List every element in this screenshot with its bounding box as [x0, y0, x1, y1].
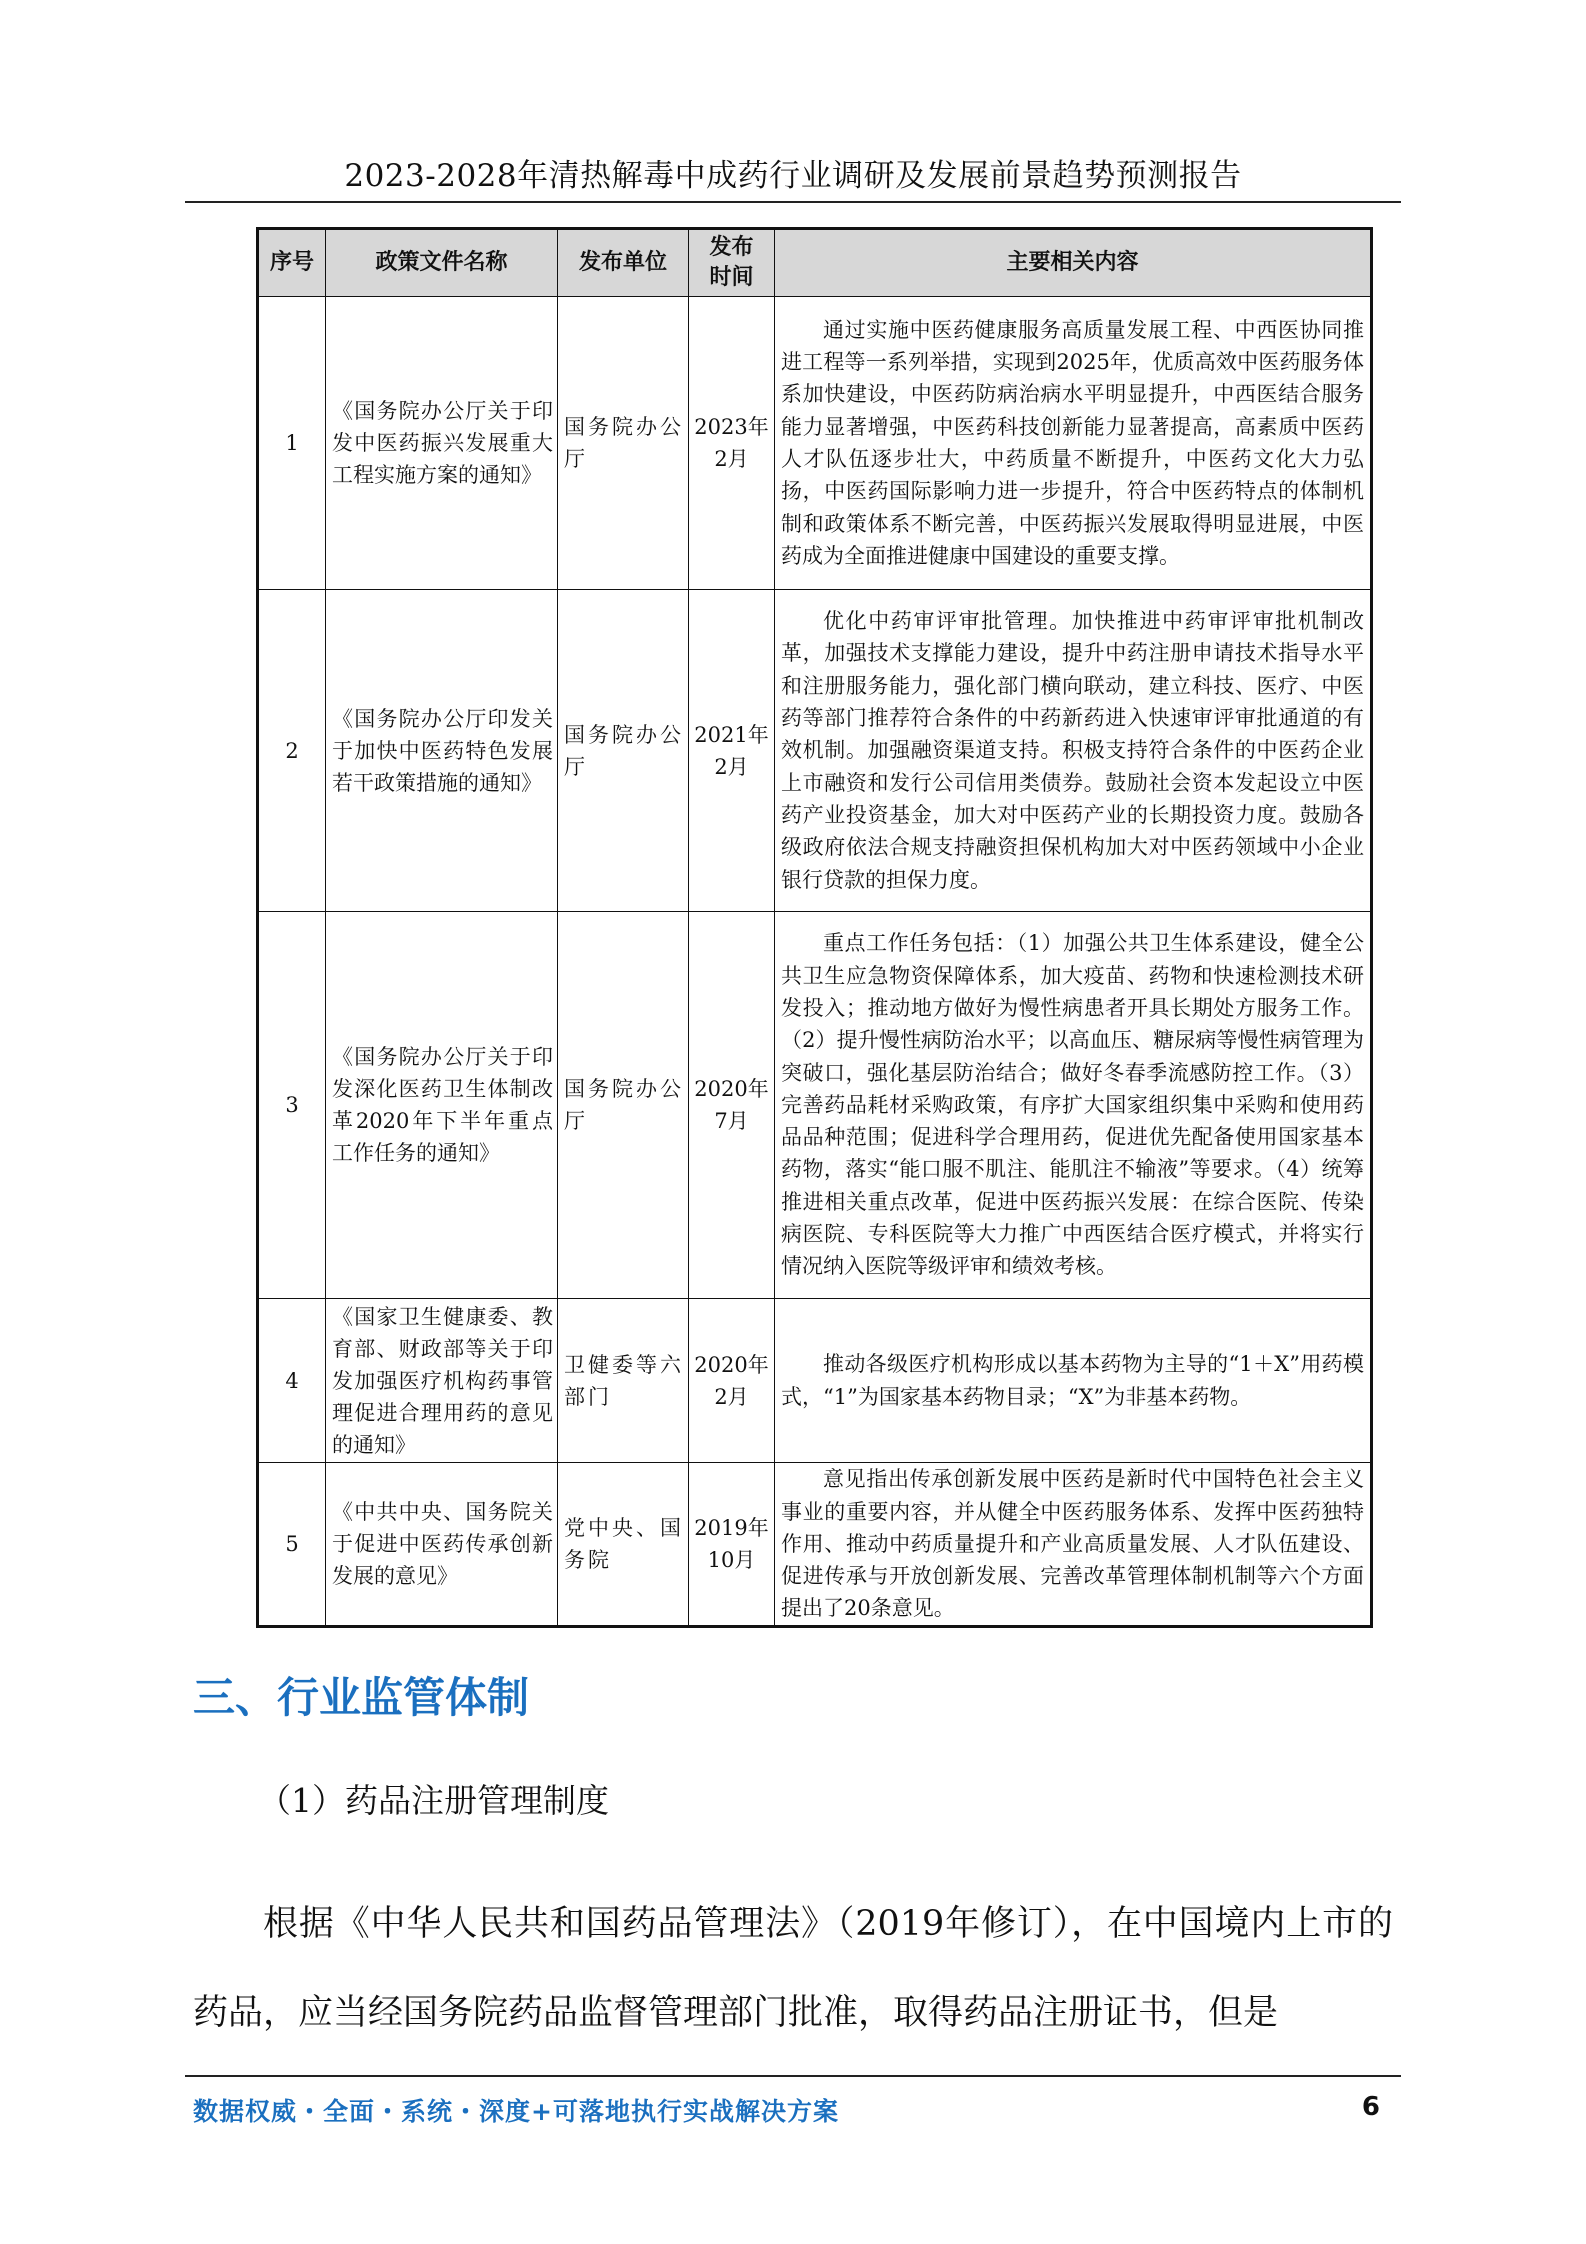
cell-name: 《中共中央、国务院关于促进中医药传承创新发展的意见》 — [326, 1463, 558, 1627]
table-header-row — [258, 229, 1372, 297]
header-rule — [185, 201, 1401, 203]
column-header-content: 主要相关内容 — [775, 229, 1372, 297]
cell-no: 5 — [258, 1463, 326, 1627]
cell-date: 2020年7月 — [689, 912, 775, 1299]
cell-content: 意见指出传承创新发展中医药是新时代中国特色社会主义事业的重要内容，并从健全中医药服务体系、发挥中医药独特作用、推动中药质量提升和产业高质量发展、人才队伍建设、促进传承与开放创新发展、完善改革管理体制机制等六个方面提出了20条意见。 — [775, 1463, 1372, 1627]
table-row — [258, 297, 1372, 590]
table-row — [258, 1463, 1372, 1627]
cell-name: 《国务院办公厅印发关于加快中医药特色发展若干政策措施的通知》 — [326, 590, 558, 912]
column-header-unit: 发布单位 — [558, 229, 689, 297]
cell-no: 2 — [258, 590, 326, 912]
cell-unit: 国务院办公厅 — [558, 297, 689, 590]
cell-content: 推动各级医疗机构形成以基本药物为主导的“1＋X”用药模式，“1”为国家基本药物目录；“X”为非基本药物。 — [775, 1299, 1372, 1463]
cell-date: 2021年2月 — [689, 590, 775, 912]
cell-content: 通过实施中医药健康服务高质量发展工程、中西医协同推进工程等一系列举措，实现到2025年，优质高效中医药服务体系加快建设，中医药防病治病水平明显提升，中西医结合服务能力显著增强，中医药科技创新能力显著提高，高素质中医药人才队伍逐步壮大，中药质量不断提升，中医药文化大力弘扬，中医药国际影响力进一步提升，符合中医药特点的体制机制和政策体系不断完善，中医药振兴发展取得明显进展，中医药成为全面推进健康中国建设的重要支撑。 — [775, 297, 1372, 590]
policy-table — [256, 227, 1373, 1628]
policy-table-container — [256, 227, 1370, 1628]
cell-no: 1 — [258, 297, 326, 590]
cell-name: 《国家卫生健康委、教育部、财政部等关于印发加强医疗机构药事管理促进合理用药的意见的通知》 — [326, 1299, 558, 1463]
cell-no: 3 — [258, 912, 326, 1299]
cell-content: 重点工作任务包括：（1）加强公共卫生体系建设，健全公共卫生应急物资保障体系，加大疫苗、药物和快速检测技术研发投入；推动地方做好为慢性病患者开具长期处方服务工作。（2）提升慢性病防治水平；以高血压、糖尿病等慢性病管理为突破口，强化基层防治结合；做好冬春季流感防控工作。（3）完善药品耗材采购政策，有序扩大国家组织集中采购和使用药品品种范围；促进科学合理用药，促进优先配备使用国家基本药物，落实“能口服不肌注、能肌注不输液”等要求。（4）统筹推进相关重点改革，促进中医药振兴发展：在综合医院、传染病医院、专科医院等大力推广中西医结合医疗模式，并将实行情况纳入医院等级评审和绩效考核。 — [775, 912, 1372, 1299]
table-row — [258, 590, 1372, 912]
cell-unit: 卫健委等六部门 — [558, 1299, 689, 1463]
cell-unit: 国务院办公厅 — [558, 590, 689, 912]
footer-slogan: 数据权威・全面・系统・深度+可落地执行实战解决方案 — [193, 2097, 839, 2126]
column-header-no: 序号 — [258, 229, 326, 297]
column-header-name: 政策文件名称 — [326, 229, 558, 297]
cell-name: 《国务院办公厅关于印发深化医药卫生体制改革2020年下半年重点工作任务的通知》 — [326, 912, 558, 1299]
cell-no: 4 — [258, 1299, 326, 1463]
cell-name: 《国务院办公厅关于印发中医药振兴发展重大工程实施方案的通知》 — [326, 297, 558, 590]
cell-date: 2020年2月 — [689, 1299, 775, 1463]
table-row — [258, 912, 1372, 1299]
running-header-title: 2023-2028年清热解毒中成药行业调研及发展前景趋势预测报告 — [344, 158, 1242, 194]
table-row — [258, 1299, 1372, 1463]
subsection-title: （1）药品注册管理制度 — [258, 1781, 609, 1820]
cell-content: 优化中药审评审批管理。加快推进中药审评审批机制改革，加强技术支撑能力建设，提升中药注册申请技术指导水平和注册服务能力，强化部门横向联动，建立科技、医疗、中医药等部门推荐符合条件的中药新药进入快速审评审批通道的有效机制。加强融资渠道支持。积极支持符合条件的中医药企业上市融资和发行公司信用类债券。鼓励社会资本发起设立中医药产业投资基金，加大对中医药产业的长期投资力度。鼓励各级政府依法合规支持融资担保机构加大对中医药领域中小企业银行贷款的担保力度。 — [775, 590, 1372, 912]
cell-unit: 党中央、国务院 — [558, 1463, 689, 1627]
page-number: 6 — [1361, 2092, 1380, 2122]
footer-rule — [185, 2075, 1401, 2077]
cell-date: 2019年10月 — [689, 1463, 775, 1627]
section-title: 三、行业监管体制 — [193, 1673, 530, 1722]
cell-unit: 国务院办公厅 — [558, 912, 689, 1299]
cell-date: 2023年2月 — [689, 297, 775, 590]
column-header-date: 发布 时间 — [689, 229, 775, 297]
body-paragraph: 根据《中华人民共和国药品管理法》（2019年修订），在中国境内上市的药品，应当经国务院药品监督管理部门批准，取得药品注册证书，但是 — [193, 1904, 1393, 2033]
